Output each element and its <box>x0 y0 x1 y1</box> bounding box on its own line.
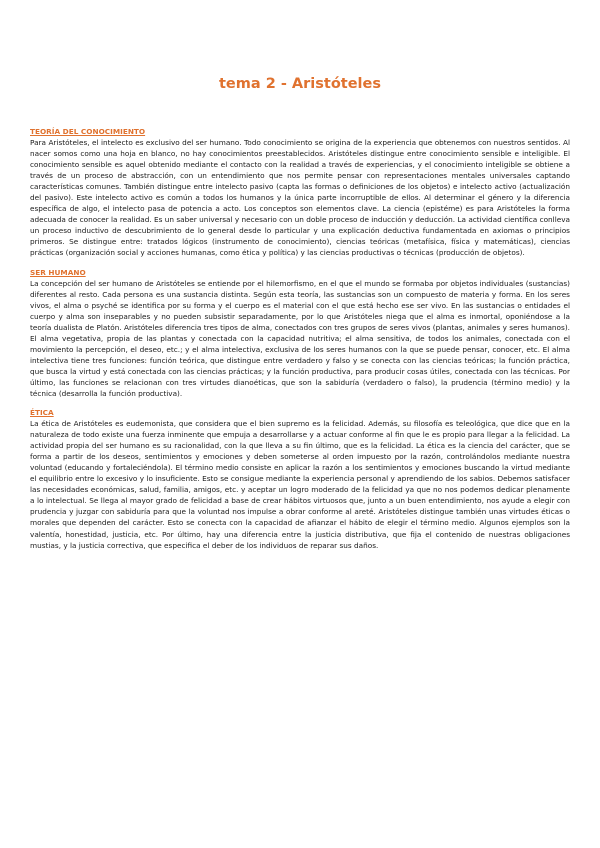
section-ser-humano <box>30 268 570 400</box>
section-etica <box>30 408 570 551</box>
page-title: tema 2 - Aristóteles <box>219 76 381 92</box>
section-heading: SER HUMANO <box>30 267 86 277</box>
section-heading: TEORÍA DEL CONOCIMIENTO <box>30 127 146 136</box>
section-paragraph: Para Aristóteles, el intelecto es exclusivo del ser humano. Todo conocimiento se origina de la experiencia que obtenemos con nuestros sentidos. Al nacer somos como una hoja en blanco, no hay conocimientos preestablecidos. Aristóteles distingue entre conocimiento sensible e inteligible. El conocimiento sensible es aquel obtenido mediante el contacto con la realidad a través de experiencias, y el conocimiento inteligible se obtiene a través de un proceso de abstracción, con un entendimiento que nos permite pensar con representaciones mentales universales captando características comunes. También distingue entre intelecto pasivo (capta las formas o definiciones de los objetos) e intelecto activo (actualización del pasivo). Este intelecto activo es común a todos los humanos y la única parte incorruptible de ellos. Al determinar el género y la diferencia específica de algo, el intelecto pasa de potencia a acto. Los conceptos son elementos clave. La ciencia (epistéme) es para Aristóteles la forma adecuada de conocer la realidad. Es un saber universal y necesario con un doble proceso de inducción y deducción. La actividad científica conlleva un proceso inductivo de descubrimiento de lo general desde lo particular y una explicación deductiva fundamentada en axiomas o principios primeros. Se distingue entre: tratados lógicos (instrumento de conocimiento), ciencias teóricas (metafísica, física y matemáticas), ciencias prácticas (organización social y acciones humanas, como ética y política) y las ciencias productivas o técnicas (producción de objetos). <box>30 138 570 258</box>
section-paragraph: La ética de Aristóteles es eudemonista, que considera que el bien supremo es la felicidad. Además, su filosofía es teleológica, que dice que en la naturaleza de todo existe una fuerza inminente que empuja a desarrollarse y a actuar conforme al fin que le es propio para llegar a la felicidad. La actividad propia del ser humano es su racionalidad, con la que lleva a su fin último, que es la felicidad. La ética es la ciencia del carácter, que se forma a partir de los deseos, sentimientos y emociones y deben someterse al orden impuesto por la razón, controlándolos mediante nuestra voluntad (educando y fortaleciéndola). El término medio consiste en aplicar la razón a los sentimientos y emociones buscando la virtud mediante el equilibrio entre lo excesivo y lo insuficiente. Esto se consigue mediante la experiencia personal y aprendiendo de los sabios. Debemos satisfacer las necesidades económicas, salud, familia, amigos, etc. y aceptar un logro moderado de la felicidad ya que no nos podemos dedicar plenamente a lo intelectual. Se llega al mayor grado de felicidad a base de crear hábitos virtuosos que, junto a un buen entendimiento, nos ayude a elegir con prudencia y juzgar con sabiduría para que la voluntad nos impulse a obrar conforme al areté. Aristóteles distingue también unas virtudes éticas o morales que dependen del carácter. Esto se conecta con la capacidad de afianzar el hábito de elegir el término medio. Algunos ejemplos son la valentía, honestidad, justicia, etc. Por último, hay una diferencia entre la justicia distributiva, que fija el contenido de nuestras obligaciones mustias, y la justicia correctiva, que especifica el deber de los individuos de reparar sus daños. <box>30 419 570 550</box>
document-body <box>30 127 570 560</box>
section-heading: ÉTICA <box>30 408 54 418</box>
section-paragraph: La concepción del ser humano de Aristóteles se entiende por el hilemorfismo, en el que el mundo se formaba por objetos individuales (sustancias) diferentes al resto. Cada persona es una sustancia distinta. Según esta teoría, las sustancias son un compuesto de materia y forma. En los seres vivos, el alma o psyché se identifica por su forma y el cuerpo es el material con el que está hecho ese ser vivo. En las sustancias o entidades el cuerpo y alma son inseparables y no pueden subsistir separadamente, por lo que Aristóteles niega que el alma es inmortal, oponiéndose a la teoría dualista de Platón. Aristóteles diferencia tres tipos de alma, conectados con tres grupos de seres vivos (plantas, animales y seres humanos). El alma vegetativa, propia de las plantas y conectada con la capacidad nutritiva; el alma sensitiva, de todos los animales, conectada con el movimiento la percepción, el deseo, etc.; y el alma intelectiva, exclusiva de los seres humanos con la que se puede pensar, conocer, etc. El alma intelectiva tiene tres funciones: función teórica, que distingue entre verdadero y falso y se conecta con las ciencias teóricas; la función práctica, que busca la virtud y está conectada con las ciencias prácticas; y la función productiva, para producir cosas útiles, conectada con las técnicas. Por último, las funciones se relacionan con tres virtudes dianoéticas, que son la sabiduría (verdadero o falso), la prudencia (término medio) y la técnica (desarrolla la función productiva). <box>30 278 570 398</box>
section-teoria-del-conocimiento <box>30 127 570 259</box>
